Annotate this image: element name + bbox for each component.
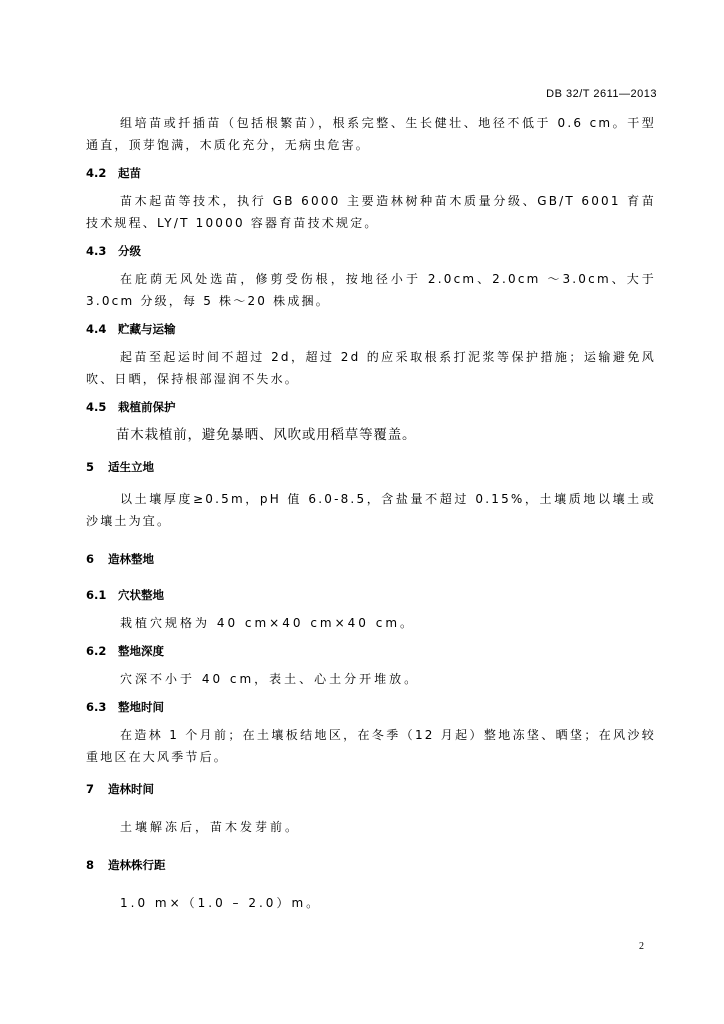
section-number: 6 <box>86 552 95 566</box>
section-4-3-paragraph: 在庇荫无风处选苗，修剪受伤根，按地径小于 2.0cm、2.0cm ～3.0cm、大于 3.0cm 分级，每 5 株～20 株成捆。 <box>86 272 656 308</box>
section-heading-4-2 <box>86 164 656 182</box>
section-7-paragraph: 土壤解冻后，苗木发芽前。 <box>120 820 301 834</box>
section-5-paragraph: 以土壤厚度≥0.5m，pH 值 6.0-8.5，含盐量不超过 0.15%，土壤质地以壤土或沙壤土为宜。 <box>86 492 656 528</box>
section-4-5-paragraph: 苗木栽植前，避免暴晒、风吹或用稻草等覆盖。 <box>116 427 417 443</box>
page-number: 2 <box>639 941 644 952</box>
section-number: 8 <box>86 858 95 872</box>
section-heading-4-4 <box>86 320 656 338</box>
section-6-3-paragraph: 在造林 1 个月前；在土壤板结地区，在冬季（12 月起）整地冻垡、晒垡；在风沙较重地区在大风季节后。 <box>86 728 656 764</box>
section-6-2-paragraph: 穴深不小于 40 cm，表土、心土分开堆放。 <box>120 672 420 686</box>
section-number: 4.5 <box>86 400 107 414</box>
section-title: 整地深度 <box>118 644 164 658</box>
section-title: 贮藏与运输 <box>118 322 176 336</box>
section-number: 4.4 <box>86 322 107 336</box>
section-number: 6.2 <box>86 644 107 658</box>
section-heading-7 <box>86 780 656 798</box>
section-number: 7 <box>86 782 95 796</box>
section-heading-6-2 <box>86 642 656 660</box>
section-heading-6-1 <box>86 586 656 604</box>
section-title: 造林株行距 <box>108 858 166 872</box>
section-heading-6-3 <box>86 698 656 716</box>
document-code: DB 32/T 2611—2013 <box>546 88 657 100</box>
section-title: 穴状整地 <box>118 588 164 602</box>
section-title: 栽植前保护 <box>118 400 176 414</box>
section-4-2-paragraph: 苗木起苗等技术，执行 GB 6000 主要造林树种苗木质量分级、GB/T 6001 育苗技术规程、LY/T 10000 容器育苗技术规定。 <box>86 194 656 230</box>
section-number: 4.3 <box>86 244 107 258</box>
section-heading-4-3 <box>86 242 656 260</box>
section-heading-8 <box>86 856 656 874</box>
section-title: 整地时间 <box>118 700 164 714</box>
section-number: 5 <box>86 460 95 474</box>
section-heading-4-5 <box>86 398 656 416</box>
section-title: 造林时间 <box>108 782 154 796</box>
section-heading-6 <box>86 550 656 568</box>
section-number: 6.1 <box>86 588 107 602</box>
section-heading-5 <box>86 458 656 476</box>
intro-paragraph: 组培苗或扦插苗（包括根繁苗），根系完整、生长健壮、地径不低于 0.6 cm。干型通直，顶芽饱满，木质化充分，无病虫危害。 <box>86 116 656 152</box>
section-4-4-paragraph: 起苗至起运时间不超过 2d，超过 2d 的应采取根系打泥浆等保护措施；运输避免风吹、日晒，保持根部湿润不失水。 <box>86 350 656 386</box>
section-title: 分级 <box>118 244 141 258</box>
section-6-1-paragraph: 栽植穴规格为 40 cm×40 cm×40 cm。 <box>120 616 416 630</box>
section-title: 起苗 <box>118 166 141 180</box>
section-title: 适生立地 <box>108 460 154 474</box>
document-body <box>86 112 656 914</box>
section-number: 4.2 <box>86 166 107 180</box>
section-number: 6.3 <box>86 700 107 714</box>
section-8-paragraph: 1.0 m×（1.0 – 2.0）m。 <box>120 896 322 910</box>
section-title: 造林整地 <box>108 552 154 566</box>
